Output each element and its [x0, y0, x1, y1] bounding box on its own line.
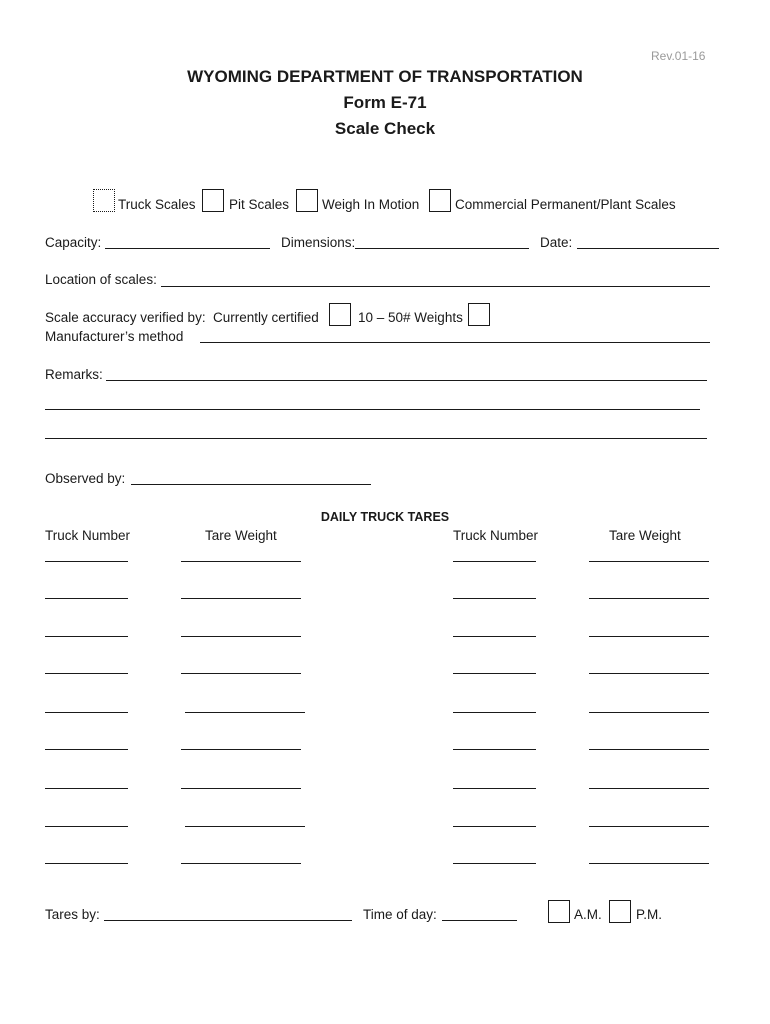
tare-row-4-weight-2[interactable] — [589, 673, 709, 674]
remarks-label: Remarks: — [45, 367, 103, 382]
tare-row-9-weight-1[interactable] — [181, 863, 301, 864]
tare-row-3-truck-1[interactable] — [45, 636, 128, 637]
tare-row-9-truck-2[interactable] — [453, 863, 536, 864]
tares-by-label: Tares by: — [45, 907, 100, 922]
tare-row-1-truck-2[interactable] — [453, 561, 536, 562]
pm-label: P.M. — [636, 907, 663, 922]
observed-by-field[interactable] — [131, 484, 371, 485]
truck-scales-checkbox[interactable] — [93, 189, 115, 212]
observed-by-label: Observed by: — [45, 471, 126, 486]
tare-row-5-weight-1[interactable] — [185, 712, 305, 713]
currently-certified-label: Currently certified — [213, 310, 319, 325]
date-field[interactable] — [577, 248, 719, 249]
tare-row-1-weight-2[interactable] — [589, 561, 709, 562]
tare-weight-header-2: Tare Weight — [609, 528, 681, 543]
tare-row-3-truck-2[interactable] — [453, 636, 536, 637]
tare-row-7-truck-1[interactable] — [45, 788, 128, 789]
commercial-plant-label: Commercial Permanent/Plant Scales — [455, 197, 676, 212]
location-label: Location of scales: — [45, 272, 157, 287]
pm-checkbox[interactable] — [609, 900, 631, 923]
capacity-label: Capacity: — [45, 235, 102, 250]
remarks-field[interactable] — [106, 380, 707, 381]
tare-weight-header-1: Tare Weight — [205, 528, 277, 543]
time-of-day-label: Time of day: — [363, 907, 437, 922]
accuracy-label: Scale accuracy verified by: — [45, 310, 206, 325]
tare-row-3-weight-1[interactable] — [181, 636, 301, 637]
weights-checkbox[interactable] — [468, 303, 490, 326]
truck-scales-label: Truck Scales — [118, 197, 196, 212]
tare-row-4-weight-1[interactable] — [181, 673, 301, 674]
tare-row-7-truck-2[interactable] — [453, 788, 536, 789]
tare-row-9-weight-2[interactable] — [589, 863, 709, 864]
truck-number-header-1: Truck Number — [45, 528, 131, 543]
tare-row-2-weight-2[interactable] — [589, 598, 709, 599]
tare-row-4-truck-1[interactable] — [45, 673, 128, 674]
commercial-plant-checkbox[interactable] — [429, 189, 451, 212]
tare-row-4-truck-2[interactable] — [453, 673, 536, 674]
time-of-day-field[interactable] — [442, 920, 517, 921]
remarks-line-2[interactable] — [45, 409, 700, 410]
tare-row-5-weight-2[interactable] — [589, 712, 709, 713]
currently-certified-checkbox[interactable] — [329, 303, 351, 326]
tare-row-8-weight-1[interactable] — [185, 826, 305, 827]
tare-row-6-truck-1[interactable] — [45, 749, 128, 750]
tare-row-9-truck-1[interactable] — [45, 863, 128, 864]
tare-row-7-weight-1[interactable] — [181, 788, 301, 789]
remarks-line-3[interactable] — [45, 438, 707, 439]
tare-row-5-truck-1[interactable] — [45, 712, 128, 713]
tare-row-2-weight-1[interactable] — [181, 598, 301, 599]
location-field[interactable] — [161, 286, 710, 287]
tare-row-6-weight-2[interactable] — [589, 749, 709, 750]
tare-row-5-truck-2[interactable] — [453, 712, 536, 713]
tare-row-3-weight-2[interactable] — [589, 636, 709, 637]
weigh-in-motion-label: Weigh In Motion — [322, 197, 420, 212]
tare-row-6-weight-1[interactable] — [181, 749, 301, 750]
tare-row-2-truck-1[interactable] — [45, 598, 128, 599]
tare-row-2-truck-2[interactable] — [453, 598, 536, 599]
truck-number-header-2: Truck Number — [453, 528, 539, 543]
date-label: Date: — [540, 235, 573, 250]
form-number: Form E-71 — [343, 93, 427, 112]
revision-label: Rev.01-16 — [651, 49, 706, 63]
department-title: WYOMING DEPARTMENT OF TRANSPORTATION — [187, 67, 583, 86]
tare-row-1-weight-1[interactable] — [181, 561, 301, 562]
dimensions-label: Dimensions: — [281, 235, 356, 250]
pit-scales-checkbox[interactable] — [202, 189, 224, 212]
dimensions-field[interactable] — [355, 248, 529, 249]
weights-label: 10 – 50# Weights — [358, 310, 463, 325]
weigh-in-motion-checkbox[interactable] — [296, 189, 318, 212]
am-checkbox[interactable] — [548, 900, 570, 923]
tare-row-7-weight-2[interactable] — [589, 788, 709, 789]
form-name: Scale Check — [334, 119, 436, 138]
am-label: A.M. — [574, 907, 602, 922]
tare-row-8-truck-2[interactable] — [453, 826, 536, 827]
tare-row-1-truck-1[interactable] — [45, 561, 128, 562]
manufacturer-method-label: Manufacturer’s method — [45, 329, 184, 344]
tares-by-field[interactable] — [104, 920, 352, 921]
manufacturer-method-field[interactable] — [200, 342, 710, 343]
tare-row-8-truck-1[interactable] — [45, 826, 128, 827]
tare-row-6-truck-2[interactable] — [453, 749, 536, 750]
tare-row-8-weight-2[interactable] — [589, 826, 709, 827]
capacity-field[interactable] — [105, 248, 270, 249]
daily-truck-tares-title: DAILY TRUCK TARES — [320, 510, 450, 524]
pit-scales-label: Pit Scales — [229, 197, 290, 212]
